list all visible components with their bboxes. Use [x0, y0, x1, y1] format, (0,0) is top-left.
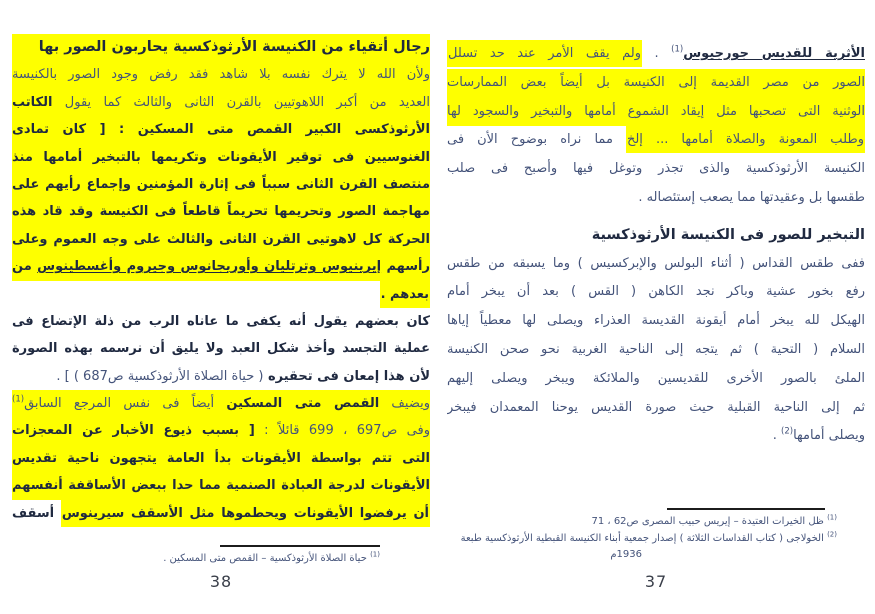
page-number: 38 [209, 572, 233, 591]
text-segment: من [12, 259, 38, 275]
text-segment: أيضاً فى نفس المرجع السابق [24, 396, 227, 412]
footnote-separator [667, 508, 825, 510]
text-line [447, 98, 865, 127]
text-line [447, 126, 865, 155]
text-segment: الخولاجى ( كتاب القداسات الثلاثة ) إصدار جمعية أبناء الكنيسة القبطية الأرثوذكسية طبعة [460, 532, 828, 544]
text-segment: ( حياة الصلاة الأرثوذكسية ص687 ) ] . [56, 368, 264, 384]
page-38 [12, 34, 430, 614]
text-block [447, 40, 865, 69]
text-line [447, 184, 865, 213]
text-segment: عملية التجسد وأخذ شكل العبد ولا يليق أن نرسمه بهذه الصورة [12, 341, 430, 357]
highlighted-block [12, 390, 430, 500]
text-segment: منتصف القرن الثانى سبباً فى إثارة المؤمنين وإجماع رأيهم على [12, 176, 430, 192]
text-segment: السلام ( التحية ) ثم يتجه إلى الناحية الغربية نحو صحن الكنيسة [447, 341, 865, 357]
text-segment: أسقف [12, 505, 61, 521]
text-line [12, 61, 430, 88]
text-line [12, 308, 430, 335]
text-line [447, 307, 865, 336]
text-segment: الصور من مصر القديمة إلى الكنيسة بل أيضاً بعض الممارسات [447, 74, 865, 90]
text-line [481, 547, 837, 564]
text-line [460, 530, 837, 548]
page-38-footnotes [163, 545, 380, 568]
text-segment: مهاجمة الصور وتحريمها تحريماً قاطعاً فى الكنيسة وقد قاد هذه [12, 204, 430, 220]
footnote-text [460, 513, 837, 564]
text-line [12, 445, 430, 472]
text-line [447, 69, 865, 98]
text-line [12, 363, 430, 390]
text-segment: حياة الصلاة الأرثوذكسية – القمص متى المسكين . [163, 553, 371, 564]
highlighted-block [12, 34, 430, 281]
text-line [163, 550, 380, 568]
text-segment: كان بعضهم يقول أنه يكفى ما عاناه الرب من ذلة الإتضاع فى [12, 313, 430, 329]
text-line [447, 155, 865, 184]
text-segment: الكاتب [12, 94, 53, 110]
text-segment: ثم إلى الناحية القبلية حيث صورة القديس يوحنا المعمدان فيبخر [447, 399, 865, 415]
text-line [12, 116, 430, 143]
text-block [12, 500, 430, 527]
text-block [447, 126, 865, 451]
text-segment: 1936م [610, 549, 642, 560]
footnote-separator [220, 545, 380, 547]
text-segment: ويضيف [379, 396, 430, 412]
text-segment: . [642, 46, 672, 61]
text-segment: ظل الخيرات العتيدة – إيريس حبيب المصرى ص62 ‏، 71 [591, 516, 828, 527]
text-segment: . [772, 428, 782, 444]
text-line [12, 144, 430, 171]
page-number: 37 [644, 572, 668, 591]
text-segment: بعدهم . [380, 281, 430, 308]
text-segment: ففى طقس القداس ( أثناء البولس والإبركسيس ) وما يسبقه من طقس [447, 255, 865, 271]
text-line [12, 89, 430, 116]
text-segment: (1) [12, 394, 25, 405]
text-segment: لأن هذا إمعان فى تحقيره [263, 368, 430, 384]
text-block [12, 281, 430, 391]
text-segment: وفى ص697 ‏، 699 قائلاً : [254, 423, 430, 439]
text-line [12, 34, 430, 61]
text-segment: رجال أتقياء من الكنيسة الأرثوذكسية يحاربون الصور بها [38, 39, 430, 55]
text-line [447, 422, 865, 451]
text-segment: الأثرية للقديس جورجيوس [683, 46, 865, 61]
page-38-text [12, 34, 430, 527]
text-segment: طقسها بل وعقيدتها مما يصعب إستئصاله . [638, 189, 865, 205]
text-line [447, 250, 865, 279]
text-line [447, 365, 865, 394]
text-segment: الأرثوذكسى الكبير القمص متى المسكين : [ كان تمادى [12, 122, 430, 138]
text-segment: التى تتم بواسطة الأيقونات بدأ العامة يتجهون ناحية تقديس [12, 450, 430, 466]
text-segment: القمص متى المسكين [226, 396, 380, 412]
text-line [447, 221, 865, 250]
text-segment: (1) [671, 44, 684, 55]
text-segment: رأسهم [381, 259, 430, 275]
text-segment: الهيكل لله يبخر أمام أيقونة القديسة العذراء ويصلى لها معطياً إياها [447, 313, 865, 329]
text-segment: (2) [827, 530, 837, 539]
text-line [12, 253, 430, 280]
text-line [12, 390, 430, 417]
text-segment: العديد من أكبر اللاهوتيين بالقرن الثانى والثالث كما يقول [52, 94, 430, 110]
text-line [12, 226, 430, 253]
text-line [12, 198, 430, 225]
text-segment: (2) [781, 427, 794, 438]
text-line [12, 281, 430, 308]
text-segment: ولم يقف الأمر عند حد تسلل [447, 40, 642, 67]
text-segment: وطلب المعونة والصلاة أمامها ... إلخ [626, 126, 865, 153]
text-line [447, 278, 865, 307]
text-line [481, 514, 837, 531]
text-line [12, 335, 430, 362]
text-line [12, 417, 430, 444]
text-segment: الأيقونات لدرجة العبادة الصنمية مما حدا ببعض الأساقفة أنفسهم [12, 478, 430, 494]
text-line [12, 472, 430, 499]
text-segment: إيرينيوس وترتليان وأوريجانوس وجيروم وأغسطينوس [37, 259, 382, 275]
text-segment: أن يرفضوا الأيقونات ويحطموها مثل الأسقف سيرينوس [61, 500, 430, 527]
text-segment: (1) [370, 550, 380, 559]
text-segment: الغنوسيين فى توقير الأيقونات وتكريمها بالتبخير أمامها منذ [12, 149, 430, 165]
text-segment: ولأن الله لا يترك نفسه بلا شاهد فقد رفض وجود الصور بالكنيسة [12, 67, 430, 83]
text-segment: رفع بخور عشية وباكر نجد الكاهن ( القس ) بعد أن يبخر أمام [447, 284, 865, 300]
text-line [12, 171, 430, 198]
text-segment: ويصلى أمامها [793, 428, 865, 444]
text-segment: التبخير للصور فى الكنيسة الأرثوذكسية [591, 226, 865, 243]
text-line [447, 394, 865, 423]
text-segment: مما نراه بوضوح الأن فى [447, 132, 626, 148]
text-segment: [ بسبب ذيوع الأخبار عن المعجزات [12, 423, 255, 439]
page-37 [447, 40, 865, 614]
text-segment: (1) [827, 513, 837, 522]
text-line [447, 336, 865, 365]
text-segment: الحركة كل لاهوتيى القرن الثانى والثالث على وجه العموم وعلى [12, 231, 430, 247]
page-37-text [447, 40, 865, 451]
text-line [12, 500, 430, 527]
text-segment: الملئ بالصور الأخرى للقديسين والملائكة ويبخر ويصلى إليهم [447, 370, 865, 386]
text-segment: الكنيسة الأرثوذكسية والذى تجذر وتوغل فيها وأصبح فى صلب [447, 161, 865, 177]
text-segment: الوثنية التى تصحبها مثل إيقاد الشموع أمامها والتبخير والسجود لها [447, 103, 865, 119]
page-37-footnotes [460, 508, 837, 564]
footnote-text [163, 550, 380, 568]
text-line [447, 40, 865, 69]
highlighted-block [447, 69, 865, 127]
